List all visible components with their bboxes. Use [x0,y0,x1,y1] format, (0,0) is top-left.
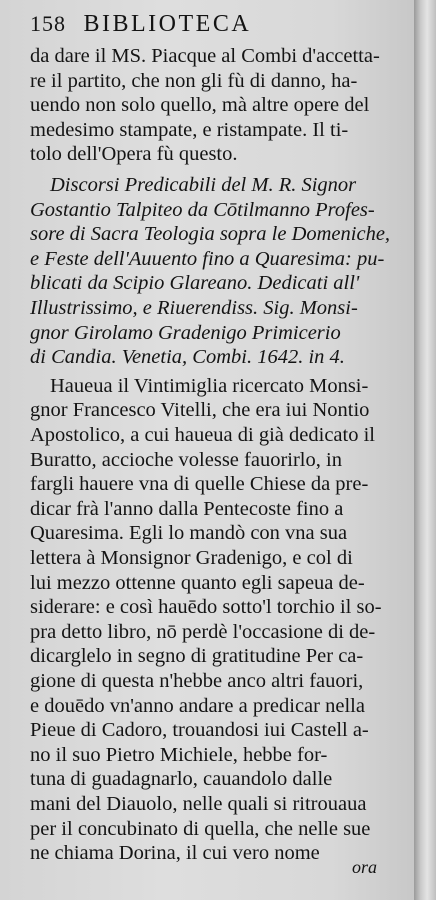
text-line: uendo non solo quello, mà altre opere del [30,94,370,117]
page-number: 158 [30,11,66,36]
text-line: gnor Girolamo Gradenigo Primicerio [30,321,341,344]
text-line: tuna di guadagnarlo, cauandolo dalle [30,768,333,791]
text-line: dicarglelo in segno di gratitudine Per ca- [30,645,364,668]
running-header [30,8,400,38]
text-line: lettera à Monsignor Gradenigo, e col di [30,547,353,569]
text-line: di Candia. Venetia, Combi. 1642. in 4. [30,346,345,369]
running-title: BIBLIOTECA [83,11,252,37]
text-line: sore di Sacra Teologia sopra le Domeniche, [30,223,391,246]
text-line: Illustrissimo, e Riuerendiss. Sig. Monsi- [30,297,358,319]
text-line: e Feste dell'Auuento fino a Quaresima: pu- [30,247,385,270]
text-line: gnor Francesco Vitelli, che era iui Nontio [30,399,370,422]
text-line: fargli hauere vna di quelle Chiese da pre- [30,473,369,496]
text-line: Discorsi Predicabili del M. R. Signor [50,174,357,196]
text-line: e douēdo vn'anno andare a predicar nella [30,694,365,717]
text-line: re il partito, che non gli fù di danno, ha- [30,69,358,92]
text-line: Gostantio Talpiteo da Cōtilmanno Profes- [30,198,375,221]
catchword: ora [352,857,378,877]
text-line: Haueua il Vintimiglia ricercato Monsi- [50,374,369,397]
text-line: pra detto libro, nō perdè l'occasione di de- [30,620,376,643]
text-line: ne chiama Dorina, il cui vero nome [30,842,320,865]
text-line: Quaresima. Egli lo mandò con vna sua [30,522,348,545]
text-line: blicati da Scipio Glareano. Dedicati all' [30,272,360,295]
text-line: mani del Diauolo, nelle quali si ritrouaua [30,793,367,815]
text-line: lui mezzo ottenne quanto egli sapeua de- [30,571,365,594]
text-line: dicar frà l'anno dalla Pentecoste fino a [30,497,344,520]
text-line: Apostolico, a cui haueua di già dedicato il [30,424,375,446]
text-line: no il suo Pietro Michiele, hebbe for- [30,743,328,766]
page-gutter-edge [414,0,436,900]
text-line: da dare il MS. Piacque al Combi d'accetta- [30,45,380,67]
text-line: Buratto, accioche volesse fauorirlo, in [30,448,342,471]
text-line: gione di questa n'hebbe anco altri fauori, [30,670,364,692]
text-line: per il concubinato di quella, che nelle sue [30,817,371,840]
text-line: siderare: e così hauēdo sotto'l torchio il so- [30,596,382,619]
text-line: Pieue di Cadoro, trouandosi iui Castell a- [30,719,369,742]
text-line: tolo dell'Opera fù questo. [30,143,238,166]
text-line: medesimo stampate, e ristampate. Il ti- [30,118,349,141]
